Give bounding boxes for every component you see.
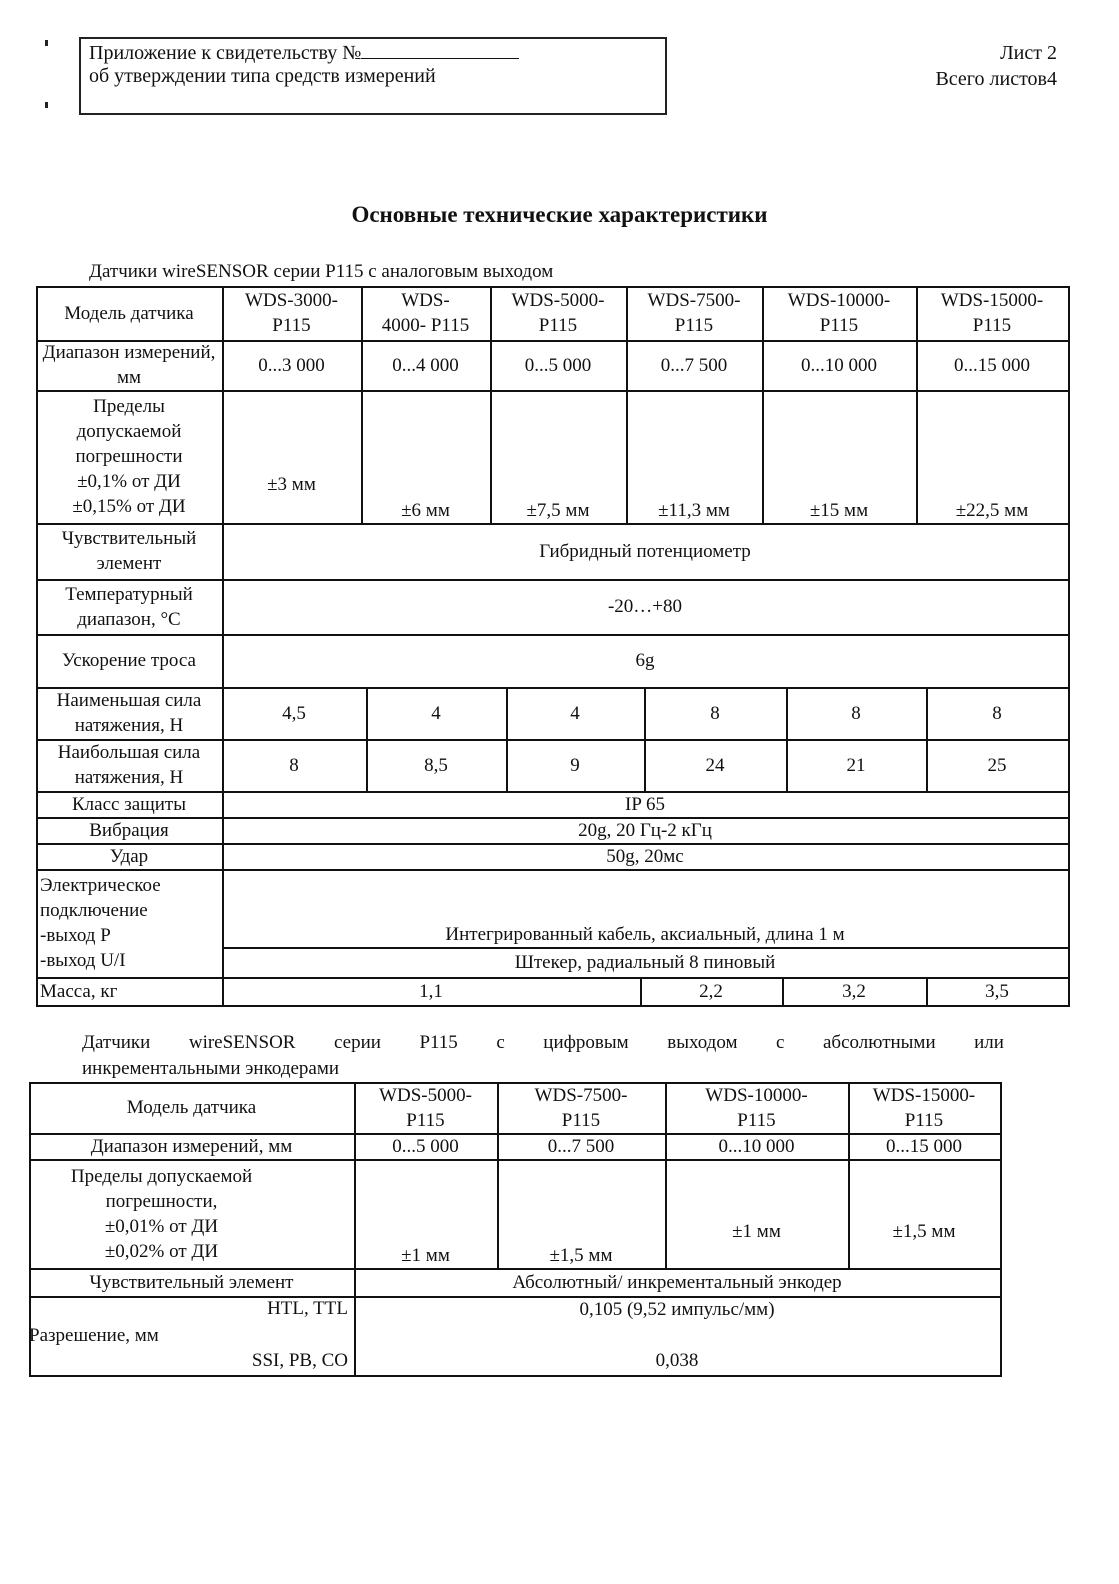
cell-line: подключение (40, 900, 148, 921)
cell-line: 0...15 000 (886, 1135, 962, 1157)
caption-word: серии (333, 1032, 381, 1053)
cell-line: P115 (904, 1109, 944, 1131)
row-label-sensing-element-text (90, 1270, 294, 1295)
error-value-cell-text (550, 1243, 613, 1268)
model-header-cell (354, 1082, 497, 1133)
resolution-ssi-value-text (656, 1348, 699, 1373)
cell-line: ±7,5 мм (526, 500, 590, 521)
row-label-resolution-text (29, 1323, 159, 1348)
cell-line: 0...4 000 (392, 354, 459, 376)
caption-word: абсолютными (822, 1032, 936, 1053)
cell-line: Модель датчика (126, 1097, 257, 1118)
cell-line: Диапазон измерений, мм (42, 342, 216, 388)
vibration-value-text (578, 818, 712, 843)
mass-value-cell (640, 977, 782, 1005)
model-header-cell-text (379, 1083, 472, 1133)
caption-word: P115 (419, 1032, 458, 1053)
range-value-cell (490, 340, 626, 390)
cell-line: 0...7 500 (660, 354, 728, 376)
row-label-protection (36, 791, 222, 817)
model-header-cell (222, 286, 361, 340)
cable-acceleration-value-text (636, 648, 655, 673)
electrical-output-p-value (222, 869, 1068, 947)
protection-value (222, 791, 1068, 817)
cell-line: 0...3 000 (258, 354, 325, 376)
min-tension-cell (366, 687, 506, 739)
sensing-element-value-text (539, 539, 751, 564)
cell-line: 1,1 (419, 980, 443, 1002)
range-value-cell-text (661, 353, 728, 378)
cell-line: Разрешение, мм (29, 1324, 159, 1346)
temperature-value (222, 579, 1068, 634)
error-value-cell-text (401, 498, 450, 523)
error-value-cell-text (956, 498, 1028, 523)
row-label-min-tension-text (36, 688, 222, 738)
min-tension-cell (786, 687, 926, 739)
max-tension-cell (222, 739, 366, 791)
cell-line: HTL, TTL (267, 1297, 348, 1319)
error-value-cell (361, 390, 490, 523)
shock-value (222, 843, 1068, 869)
row-label-vibration (36, 817, 222, 843)
cell-line: WDS-5000- (379, 1084, 472, 1106)
row-label-mass-text (40, 979, 117, 1004)
model-header-cell-text (705, 1083, 807, 1133)
electrical-output-p-value-text (445, 922, 844, 947)
cell-line: P115 (406, 1109, 445, 1131)
cell-line: 3,2 (842, 980, 866, 1002)
cell-line: Ускорение троса (62, 650, 196, 671)
error-value-cell (665, 1159, 848, 1244)
total-sheets: Всего листов4 (935, 68, 1057, 90)
cell-line: 4000- P115 (381, 315, 470, 336)
col-header-model (29, 1082, 354, 1133)
temperature-value-text (608, 594, 682, 619)
error-value-cell-text (401, 1243, 450, 1268)
row-label-vibration-text (89, 818, 169, 843)
range-value-cell (354, 1133, 497, 1159)
error-value-cell (354, 1159, 497, 1268)
resolution-ssi-label-text (252, 1348, 348, 1373)
range-value-cell-text (719, 1134, 795, 1159)
resolution-htl-ttl-label-text (267, 1296, 348, 1321)
cell-line: Абсолютный/ инкрементальный энкодер (512, 1271, 842, 1293)
cell-line: P115 (538, 315, 578, 336)
cell-line: Модель датчика (64, 302, 194, 324)
caption-word: Датчики (82, 1032, 151, 1053)
range-value-cell-text (548, 1134, 615, 1159)
range-value-cell-text (801, 353, 877, 378)
cell-line: 0...10 000 (718, 1135, 795, 1157)
max-tension-cell-text (424, 753, 448, 778)
cell-line: WDS-10000- (787, 290, 891, 311)
cell-line: 24 (705, 754, 725, 776)
min-tension-cell (926, 687, 1068, 739)
sensing-element-value-text (512, 1270, 841, 1295)
model-header-cell (848, 1082, 1000, 1133)
grid-line (29, 1375, 1002, 1377)
cell-line: -выход U/I (40, 950, 126, 971)
cell-line: 0...10 000 (801, 354, 877, 376)
cell-line: ±0,1% от ДИ (77, 471, 181, 492)
min-tension-cell (644, 687, 786, 739)
cell-line: Чувствительный элемент (89, 1271, 294, 1293)
cell-line: погрешности (75, 446, 183, 467)
min-tension-cell-text (851, 701, 861, 726)
error-value-cell (916, 390, 1068, 523)
cell-line: 25 (987, 754, 1007, 776)
cell-line: 3,5 (985, 980, 1009, 1002)
resolution-htl-ttl-label (29, 1296, 348, 1320)
range-value-cell (626, 340, 762, 390)
cell-line: 50g, 20мс (606, 845, 684, 867)
min-tension-cell-text (992, 701, 1002, 726)
cell-line: Чувствительный элемент (61, 528, 197, 574)
range-value-cell-text (258, 353, 325, 378)
cell-line: ±6 мм (401, 500, 450, 521)
error-value-cell-text (732, 1219, 781, 1244)
cell-line: 4,5 (282, 702, 306, 724)
model-header-cell-text (788, 288, 890, 338)
col-header-model-text (127, 1095, 256, 1120)
cell-line: 0...5 000 (524, 354, 592, 376)
row-label-max-tension (36, 739, 222, 791)
caption-word: с (496, 1032, 505, 1053)
cell-line: P115 (674, 315, 714, 336)
max-tension-cell (506, 739, 644, 791)
cable-acceleration-value (222, 634, 1068, 687)
row-label-error (29, 1159, 294, 1268)
cell-line: 8 (851, 702, 861, 724)
cell-line: 8 (710, 702, 720, 724)
model-header-cell-text (245, 288, 338, 338)
cell-line: Штекер, радиальный 8 пиновый (514, 951, 776, 973)
range-value-cell-text (392, 1134, 459, 1159)
max-tension-cell (926, 739, 1068, 791)
cell-line: P115 (972, 315, 1012, 336)
error-value-cell (497, 1159, 665, 1268)
cell-line: погрешности, (105, 1190, 218, 1212)
row-label-protection-text (72, 792, 186, 817)
error-value-cell-text (893, 1219, 956, 1244)
sheet-number: Лист 2 (1000, 42, 1057, 64)
mass-value-cell (926, 977, 1068, 1005)
cell-line: WDS-15000- (940, 290, 1044, 311)
cell-line: ±0,01% от ДИ (104, 1215, 219, 1237)
page-title: Основные технические характеристики (351, 202, 768, 227)
model-header-cell (665, 1082, 848, 1133)
model-header-cell-text (648, 288, 741, 338)
cell-line: Масса, кг (40, 980, 118, 1002)
cell-line: 0...5 000 (392, 1135, 459, 1157)
min-tension-cell (222, 687, 366, 739)
min-tension-cell-text (570, 701, 580, 726)
cell-line: WDS-3000- (245, 290, 338, 311)
col-header-model (36, 286, 222, 340)
cell-line: ±1 мм (732, 1221, 781, 1242)
max-tension-cell (366, 739, 506, 791)
cell-line: Гибридный потенциометр (539, 540, 751, 562)
range-value-cell-text (525, 353, 592, 378)
cell-line: ±22,5 мм (955, 500, 1029, 521)
shock-value-text (606, 844, 683, 869)
cell-line: допускаемой (76, 421, 182, 442)
row-label-max-tension-text (36, 740, 222, 790)
max-tension-cell-text (847, 753, 866, 778)
range-value-cell (665, 1133, 848, 1159)
max-tension-cell (786, 739, 926, 791)
cell-line: Удар (109, 845, 149, 867)
cell-line: WDS-7500- (647, 290, 741, 311)
cell-line: WDS-5000- (511, 290, 605, 311)
resolution-htl-ttl-value (354, 1296, 1000, 1322)
cell-line: 4 (570, 702, 580, 724)
min-tension-cell-text (282, 701, 306, 726)
max-tension-cell-text (289, 753, 299, 778)
sensing-element-value (222, 523, 1068, 579)
row-label-error (36, 390, 222, 523)
row-label-range-text (36, 340, 222, 390)
error-value-cell-text (810, 498, 868, 523)
cell-line: WDS-7500- (534, 1084, 628, 1106)
table1-caption: Датчики wireSENSOR серии P115 с аналоговым выходом (89, 261, 554, 282)
row-label-resolution (29, 1322, 229, 1348)
cell-line: 0...7 500 (547, 1135, 615, 1157)
cell-line: P115 (272, 315, 311, 336)
model-header-cell (361, 286, 490, 340)
cell-line: 0...15 000 (954, 354, 1030, 376)
grid-line (1068, 286, 1070, 1007)
row-label-sensing-element-text (36, 526, 222, 576)
error-value-cell-text (658, 498, 730, 523)
model-header-cell (762, 286, 916, 340)
row-label-error-text (72, 394, 185, 519)
max-tension-cell-text (570, 753, 580, 778)
row-label-sensing-element (36, 523, 222, 579)
margin-mark (45, 40, 48, 46)
range-value-cell (916, 340, 1068, 390)
mass-value-cell (222, 977, 640, 1005)
range-value-cell (762, 340, 916, 390)
protection-value-text (625, 792, 665, 817)
range-value-cell (497, 1133, 665, 1159)
cell-line: 21 (846, 754, 866, 776)
grid-line (36, 1005, 1070, 1007)
cell-line: Диапазон измерений, мм (90, 1135, 293, 1157)
cell-line: Наибольшая сила натяжения, Н (57, 742, 201, 788)
cell-line: ±1,5 мм (549, 1245, 613, 1266)
table2-caption-line-2: инкрементальными энкодерами (82, 1058, 340, 1079)
mass-value-cell-text (699, 979, 723, 1004)
cell-line: Пределы (93, 396, 165, 417)
error-value-cell-text (527, 498, 590, 523)
cell-line: 20g, 20 Гц-2 кГц (578, 819, 712, 841)
row-label-temperature (36, 579, 222, 634)
certificate-number-blank (361, 40, 519, 59)
cell-line: Температурный диапазон, °C (65, 583, 193, 630)
max-tension-cell (644, 739, 786, 791)
model-header-cell-text (382, 288, 469, 338)
grid-line (1000, 1082, 1002, 1377)
row-label-electrical-text (40, 873, 161, 973)
annex-text: Приложение к свидетельству № (89, 42, 362, 64)
cell-line: P115 (561, 1109, 601, 1131)
cell-line: Наименьшая сила натяжения, Н (56, 690, 202, 736)
cell-line: 0,105 (9,52 импульс/мм) (579, 1298, 775, 1320)
cell-line: 4 (431, 702, 441, 724)
electrical-output-ui-value-text (515, 950, 776, 975)
annex-line-2: об утверждении типа средств измерений (89, 65, 436, 87)
cell-line: P115 (737, 1109, 776, 1131)
range-value-cell (222, 340, 361, 390)
row-label-mass (40, 977, 222, 1005)
row-label-cable-acceleration-text (62, 648, 196, 673)
row-label-shock (36, 843, 222, 869)
error-value-cell (626, 390, 762, 523)
cell-line: ±0,02% от ДИ (104, 1240, 219, 1262)
row-label-range (36, 340, 222, 390)
row-label-sensing-element (29, 1268, 354, 1296)
table2-caption-line-1 (82, 1032, 1004, 1054)
sensing-element-value (354, 1268, 1000, 1296)
range-value-cell-text (954, 353, 1030, 378)
row-label-min-tension (36, 687, 222, 739)
cell-line: Класс защиты (71, 793, 186, 815)
row-label-cable-acceleration (36, 634, 222, 687)
row-label-range (29, 1133, 354, 1159)
caption-word: или (974, 1032, 1004, 1053)
max-tension-cell-text (706, 753, 725, 778)
mass-value-cell-text (419, 979, 443, 1004)
error-value-cell (762, 390, 916, 523)
error-value-cell (222, 390, 361, 497)
cell-line: ±3 мм (267, 474, 316, 495)
row-label-electrical (40, 869, 222, 977)
cell-line: 8,5 (424, 754, 448, 776)
cell-line: 8 (289, 754, 299, 776)
cell-line: ±1 мм (401, 1245, 450, 1266)
cell-line: P115 (819, 315, 859, 336)
cell-line: WDS- (401, 290, 450, 311)
model-header-cell-text (535, 1083, 628, 1133)
cell-line: ±15 мм (809, 500, 869, 521)
model-header-cell (490, 286, 626, 340)
cell-line: -выход P (40, 925, 111, 946)
caption-word: с (776, 1032, 785, 1053)
error-value-cell (848, 1159, 1000, 1244)
cell-line: IP 65 (625, 793, 665, 815)
cell-line: 6g (635, 650, 655, 671)
cell-line: 0,038 (655, 1349, 699, 1371)
resolution-htl-ttl-value-text (579, 1297, 774, 1322)
cell-line: Электрическое (40, 875, 161, 896)
model-header-cell (497, 1082, 665, 1133)
row-label-range-text (91, 1134, 293, 1159)
mass-value-cell (782, 977, 926, 1005)
vibration-value (222, 817, 1068, 843)
cell-line: ±1,5 мм (892, 1221, 956, 1242)
range-value-cell (848, 1133, 1000, 1159)
mass-value-cell-text (985, 979, 1009, 1004)
row-label-shock-text (110, 844, 148, 869)
range-value-cell-text (886, 1134, 962, 1159)
resolution-ssi-label (29, 1347, 348, 1373)
min-tension-cell (506, 687, 644, 739)
model-header-cell-text (941, 288, 1043, 338)
col-header-model-text (64, 301, 193, 326)
error-value-cell (490, 390, 626, 523)
cell-line: Пределы допускаемой (70, 1165, 253, 1187)
cell-line: ±0,15% от ДИ (72, 496, 186, 517)
caption-word: цифровым (543, 1032, 629, 1053)
range-value-cell (361, 340, 490, 390)
margin-mark (45, 102, 48, 108)
cell-line: WDS-10000- (705, 1084, 808, 1106)
cell-line: 2,2 (699, 980, 723, 1002)
model-header-cell (916, 286, 1068, 340)
max-tension-cell-text (988, 753, 1007, 778)
caption-word: wireSENSOR (188, 1032, 296, 1053)
cell-line: -20…+80 (607, 596, 683, 617)
resolution-ssi-value (354, 1347, 1000, 1373)
electrical-output-ui-value (222, 947, 1068, 977)
min-tension-cell-text (710, 701, 720, 726)
model-header-cell-text (512, 288, 605, 338)
error-value-cell-text (267, 472, 316, 497)
model-header-cell (626, 286, 762, 340)
range-value-cell-text (392, 353, 459, 378)
caption-word: выходом (667, 1032, 738, 1053)
cell-line: ±11,3 мм (658, 500, 730, 521)
cell-line: 8 (992, 702, 1002, 724)
min-tension-cell-text (431, 701, 441, 726)
cell-line: WDS-15000- (872, 1084, 976, 1106)
row-label-error-text (71, 1164, 252, 1264)
cell-line: Вибрация (89, 819, 169, 841)
model-header-cell-text (873, 1083, 975, 1133)
row-label-temperature-text (36, 582, 222, 632)
mass-value-cell-text (842, 979, 866, 1004)
cell-line: 9 (570, 754, 580, 776)
cell-line: SSI, PB, CO (251, 1349, 348, 1371)
cell-line: Интегрированный кабель, аксиальный, длина 1 м (445, 924, 845, 945)
